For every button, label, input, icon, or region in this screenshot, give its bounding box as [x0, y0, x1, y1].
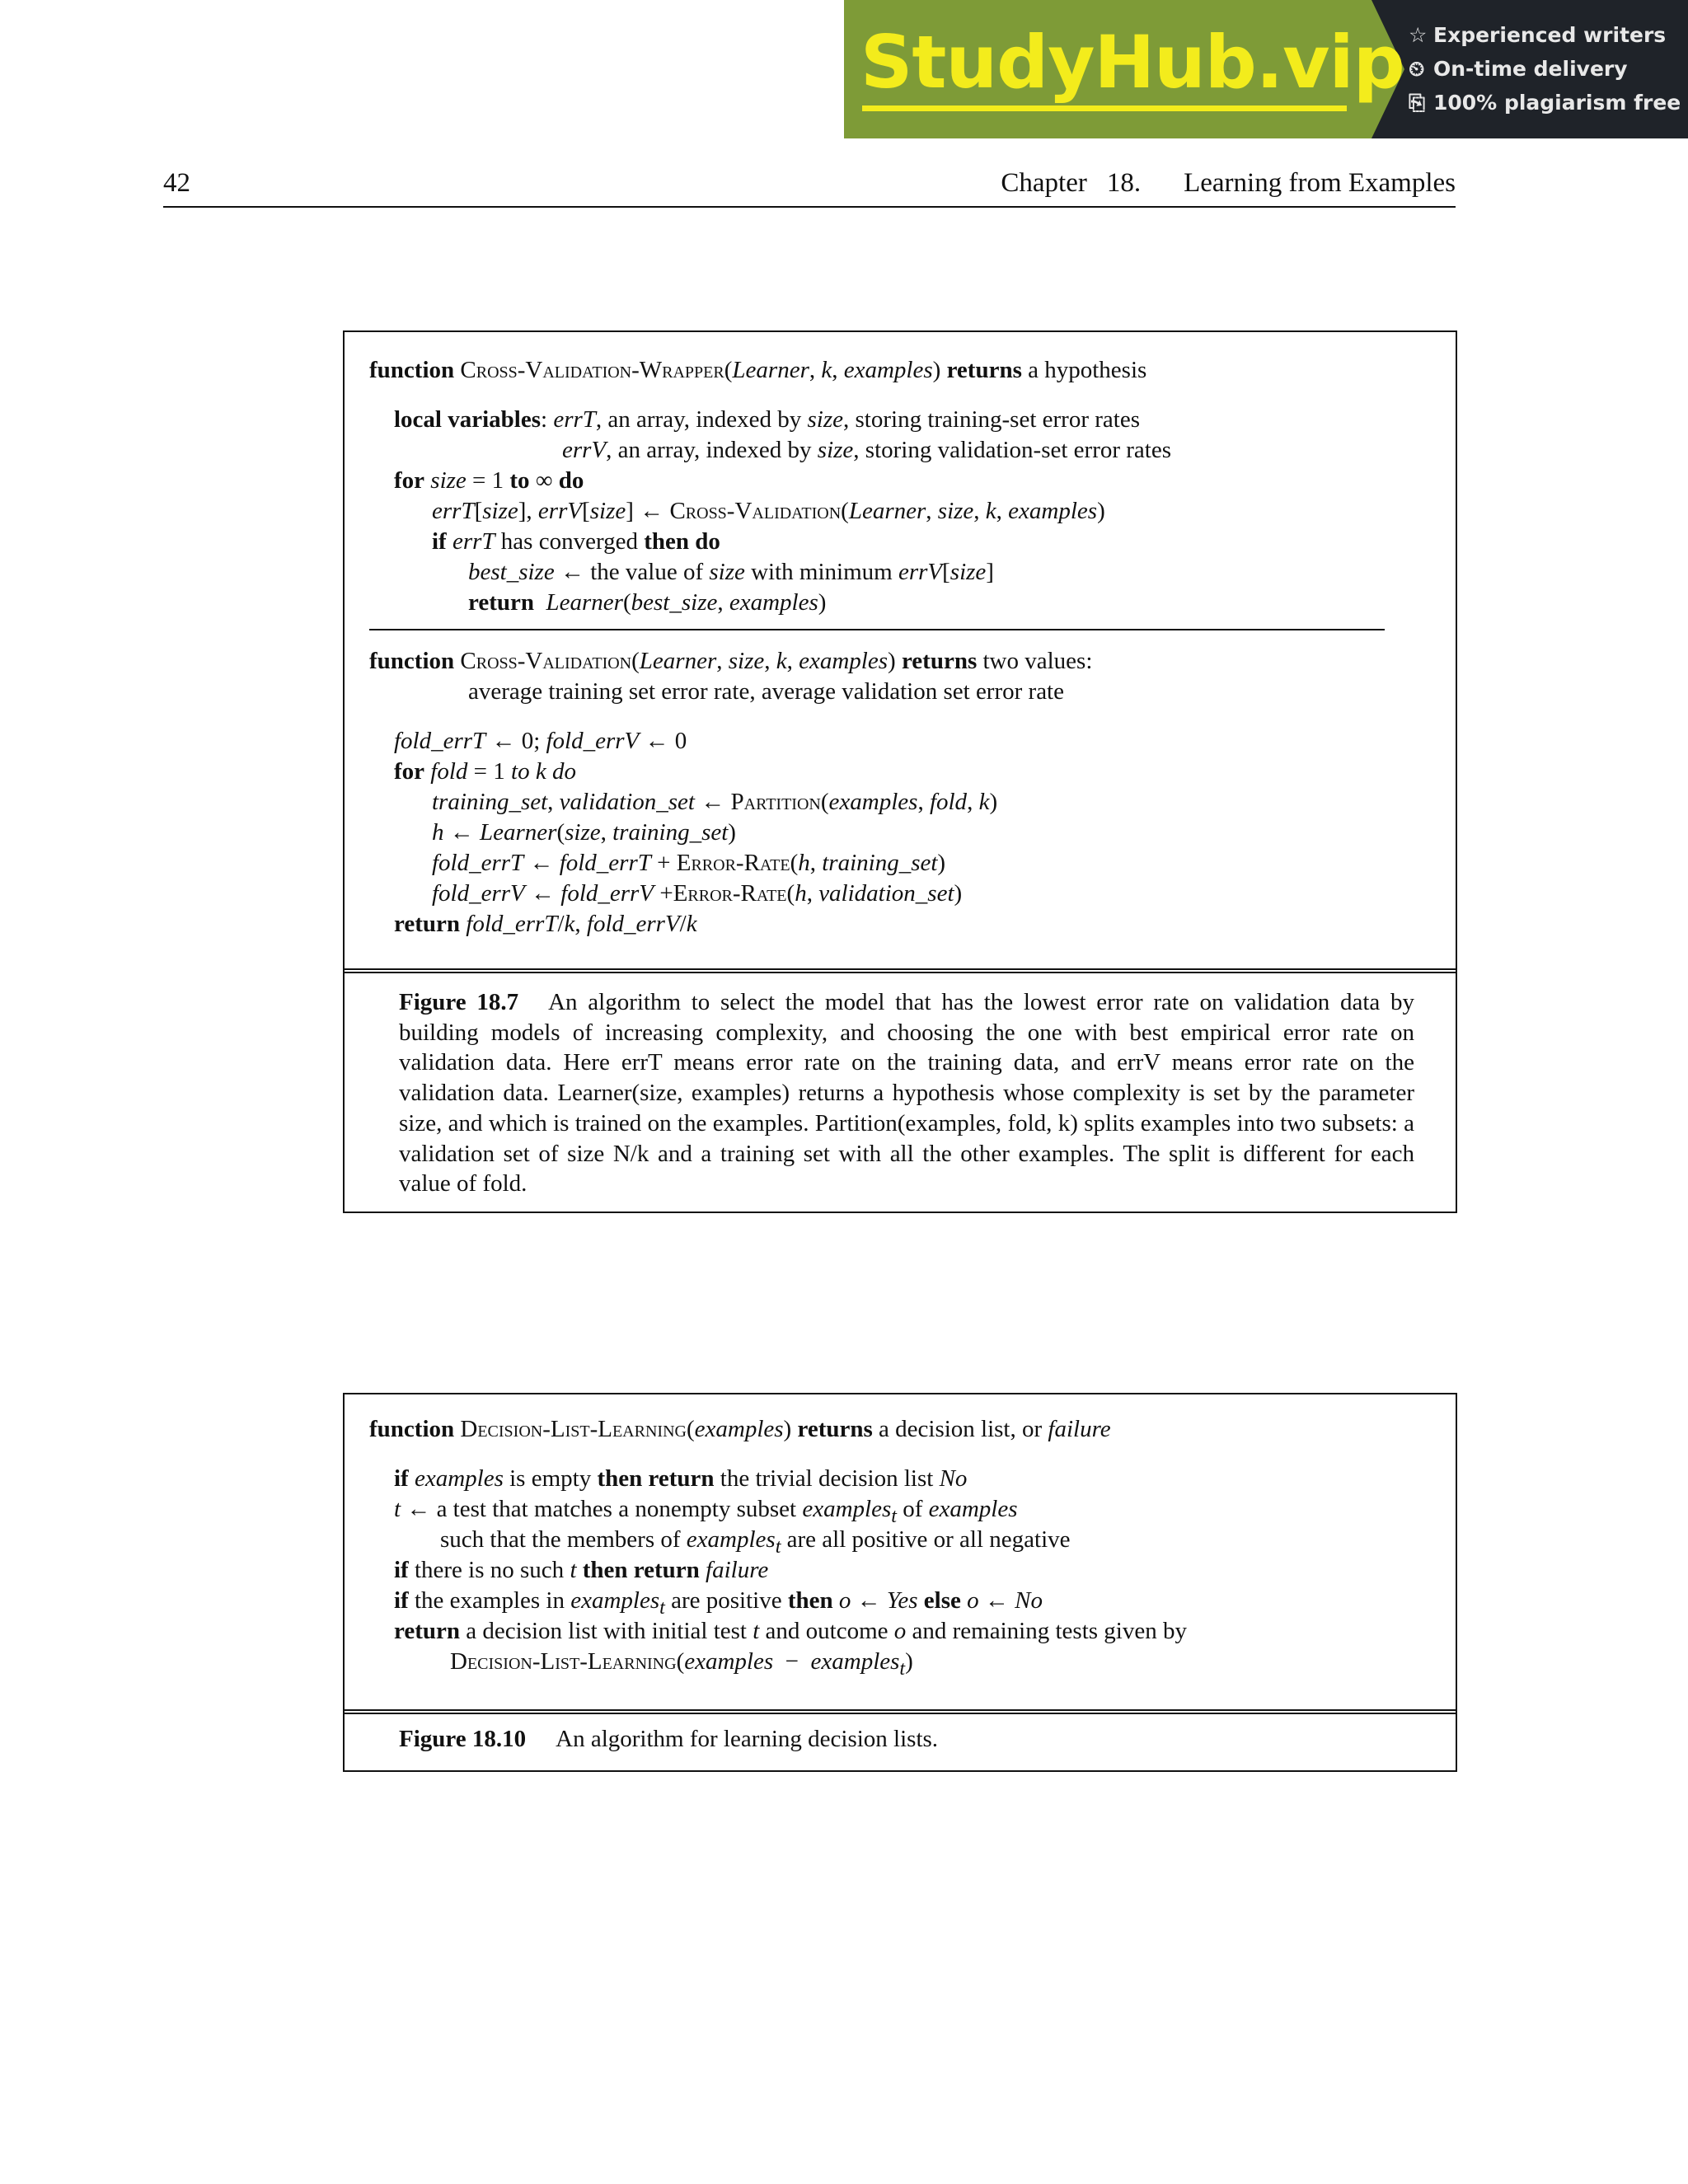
algo-line: return Learner(best_size, examples)	[468, 589, 827, 616]
figure-caption	[399, 987, 1414, 1199]
caption-double-rule	[345, 968, 1456, 973]
caption-double-rule	[345, 1709, 1456, 1714]
algo-line: if there is no such t then return failure	[394, 1557, 769, 1583]
algo-line: for fold = 1 to k do	[394, 758, 576, 785]
algo-line: function Decision-List-Learning(examples) returns a decision list, or failure	[369, 1416, 1111, 1442]
figure-caption	[399, 1724, 1414, 1755]
figure-label: Figure 18.7	[399, 989, 519, 1015]
algo-line: t ← a test that matches a nonempty subset examples$_t$ of examples	[394, 1496, 1018, 1527]
algo-line: function Cross-Validation-Wrapper(Learner, k, examples) returns a hypothesis	[369, 357, 1147, 383]
feature-on-time-delivery	[1409, 55, 1681, 83]
feature-experienced-writers	[1409, 21, 1681, 49]
page-number: 42	[163, 168, 190, 198]
algo-line: best_size ← the value of size with minimum errV[size]	[468, 559, 994, 585]
feature-label: On-time delivery	[1433, 57, 1628, 81]
chapter-number: 18.	[1106, 168, 1142, 198]
algo-line: function Cross-Validation(Learner, size, k, examples) returns two values:	[369, 648, 1093, 674]
algo-line: errT[size], errV[size] ← Cross-Validation(Learner, size, k, examples)	[432, 498, 1105, 524]
algo-line: fold_errT ← 0; fold_errV ← 0	[394, 728, 687, 754]
copy-icon: ⎘	[1409, 91, 1426, 115]
chapter-title: Learning from Examples	[1184, 168, 1456, 198]
caption-text: An algorithm to select the model that has the lowest error rate on validation data by building models of increasing complexity, and choosing the one with best empirical error rate on validation data. Here errT means error rate on the training data, and errV means error rate on the validation data. Learner(size, examples) returns a hypothesis whose complexity is set by the parameter size, and which is trained on the examples. Partition(examples, fold, k) splits examples into two subsets: a validation set of size N/k and a training set with all the other examples. The split is different for each value of fold.	[399, 989, 1414, 1197]
algo-line: errV, an array, indexed by size, storing validation-set error rates	[562, 437, 1172, 463]
brand-underline	[862, 105, 1347, 111]
algo-line: local variables: errT, an array, indexed by size, storing training-set error rates	[394, 406, 1140, 433]
algo-line: training_set, validation_set ← Partition(examples, fold, k)	[432, 789, 998, 815]
algo-line: if the examples in examples$_t$ are positive then o ← Yes else o ← No	[394, 1587, 1043, 1619]
algo-line: such that the members of examples$_t$ are all positive or all negative	[440, 1526, 1071, 1558]
figure-label: Figure 18.10	[399, 1726, 527, 1752]
algo-line: return fold_errT/k, fold_errV/k	[394, 911, 697, 937]
algo-line: if errT has converged then do	[432, 528, 720, 555]
algo-line: return a decision list with initial test t and outcome o and remaining tests given by	[394, 1618, 1187, 1644]
star-outline-icon: ☆	[1409, 23, 1428, 47]
feature-label: 100% plagiarism free	[1433, 91, 1681, 115]
algo-line: Decision-List-Learning(examples − examples$_t$)	[450, 1648, 913, 1680]
algo-line: for size = 1 to ∞ do	[394, 467, 584, 494]
algo-line: if examples is empty then return the trivial decision list No	[394, 1465, 968, 1492]
feature-label: Experienced writers	[1433, 23, 1667, 47]
studyhub-banner[interactable]	[844, 0, 1688, 138]
brand-logo-text: StudyHub.vip	[860, 20, 1404, 105]
feature-plagiarism-free	[1409, 89, 1681, 117]
clock-icon: ⏲	[1409, 57, 1425, 81]
figure-18-7	[343, 330, 1457, 1213]
algo-line: fold_errT ← fold_errT + Error-Rate(h, training_set)	[432, 850, 946, 876]
algo-line: average training set error rate, average validation set error rate	[468, 678, 1064, 705]
running-head	[1001, 165, 1456, 201]
algorithm-separator-rule	[369, 629, 1385, 630]
caption-text: An algorithm for learning decision lists.	[556, 1726, 939, 1752]
chapter-word: Chapter	[1001, 168, 1087, 198]
figure-18-10	[343, 1393, 1457, 1772]
header-rule	[163, 206, 1456, 208]
algo-line: fold_errV ← fold_errV +Error-Rate(h, validation_set)	[432, 880, 963, 907]
algo-line: h ← Learner(size, training_set)	[432, 819, 736, 846]
